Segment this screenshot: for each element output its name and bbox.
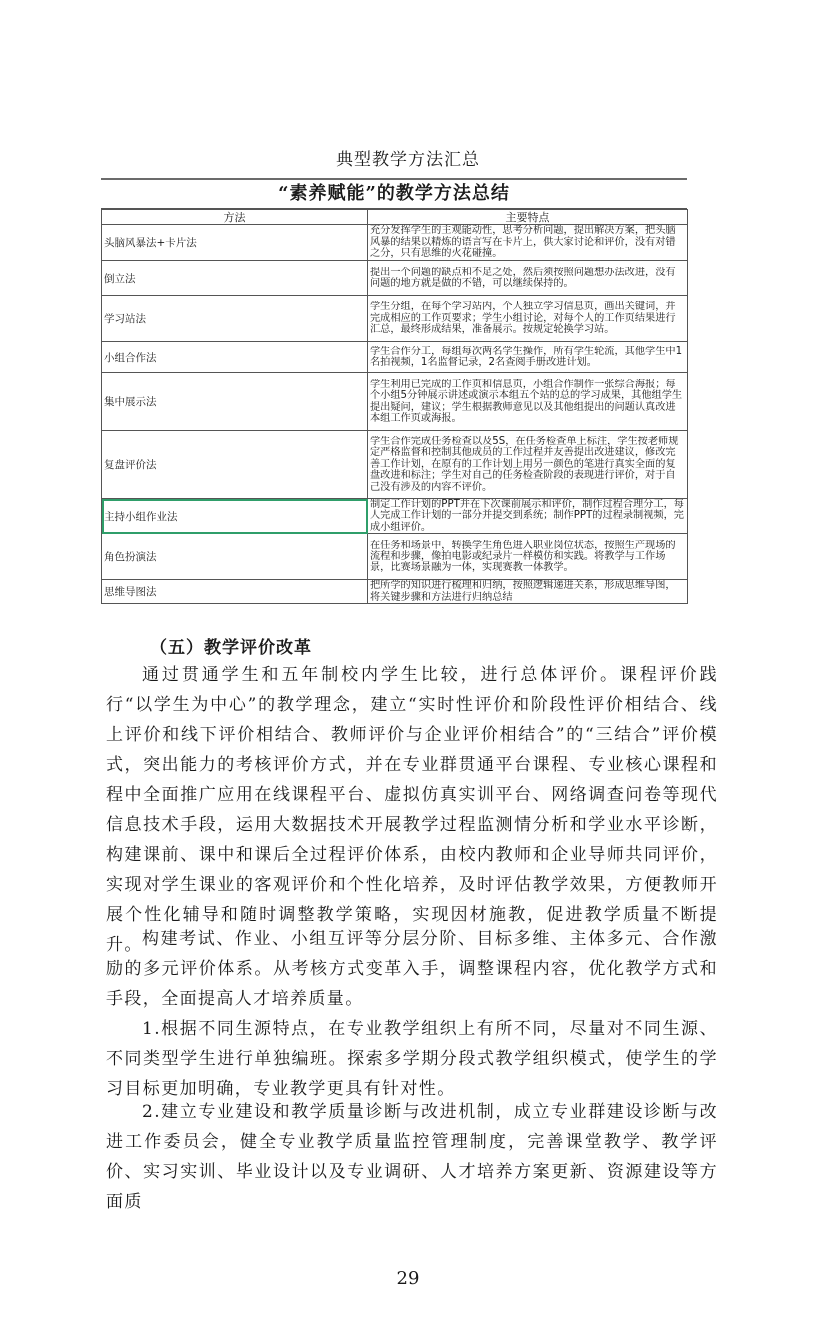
- method-features-text: 在任务和场景中，转换学生角色进入职业岗位状态，按照生产现场的流程和步骤，像拍电影或纪录片一样模仿和实践。将教学与工作场景，比赛场景融为一体，实现赛教一体教学。: [370, 539, 676, 574]
- method-name: 头脑风暴法+卡片法: [102, 225, 368, 261]
- method-features: [368, 225, 688, 261]
- method-name: 集中展示法: [102, 373, 368, 431]
- table-row: [102, 534, 688, 580]
- methods-table: [101, 209, 688, 604]
- method-features: [368, 342, 688, 373]
- table-row: [102, 431, 688, 499]
- method-features: [368, 261, 688, 296]
- method-features: [368, 580, 688, 604]
- column-header-method: 方法: [102, 210, 368, 225]
- methods-table-figure: [101, 178, 687, 603]
- method-name: 倒立法: [102, 261, 368, 296]
- table-row: [102, 580, 688, 604]
- paragraph-item-1: 1.根据不同生源特点，在专业教学组织上有所不同，尽量对不同生源、不同类型学生进行单独编班。探索多学期分段式教学组织模式，使学生的学习目标更加明确，专业教学更具有针对性。: [106, 1019, 718, 1099]
- method-name: 思维导图法: [102, 580, 368, 604]
- method-name[interactable]: 主持小组作业法: [102, 499, 368, 534]
- method-features-text: 充分发挥学生的主观能动性，思考分析问题，提出解决方案，把头脑风暴的结果以精炼的语言写在卡片上，供大家讨论和评价，没有对错之分，只有思维的火花碰撞。: [370, 225, 676, 260]
- table-row: [102, 499, 688, 534]
- method-features-text: 学生合作完成任务检查以及5S，在任务检查单上标注，学生按老师规定严格监督和控制其他成员的工作过程并友善提出改进建议，修改完善工作计划，在原有的工作计划上用另一颜色的笔进行真实全面的复盘改进和标注；学生对自己的任务检查阶段的表现进行评价，对于自己没有涉及的内容不评价。: [370, 435, 679, 493]
- method-name: 复盘评价法: [102, 431, 368, 499]
- table-caption: 典型教学方法汇总: [336, 150, 480, 170]
- method-features: [368, 499, 688, 534]
- method-name: 角色扮演法: [102, 534, 368, 580]
- method-features: [368, 373, 688, 431]
- column-header-features: 主要特点: [368, 210, 688, 225]
- method-features: [368, 431, 688, 499]
- table-row: [102, 261, 688, 296]
- paragraph-evaluation-overview: 通过贯通学生和五年制校内学生比较，进行总体评价。课程评价践行“以学生为中心”的教学理念，建立“实时性评价和阶段性评价相结合、线上评价和线下评价相结合、教师评价与企业评价相结合”的“三结合”评价模式，突出能力的考核评价方式，并在专业群贯通平台课程、专业核心课程和程中全面推广应用在线课程平台、虚拟仿真实训平台、网络调查问卷等现代信息技术手段，运用大数据技术开展教学过程监测情分析和学业水平诊断，构建课前、课中和课后全过程评价体系，由校内教师和企业导师共同评价，实现对学生课业的客观评价和个性化培养，及时评估教学效果，方便教师开展个性化辅导和随时调整教学策略，实现因材施教，促进教学质量不断提升。: [106, 665, 718, 955]
- paragraph-evaluation-system: 构建考试、作业、小组互评等分层分阶、目标多维、主体多元、合作激励的多元评价体系。从考核方式变革入手，调整课程内容，优化教学方式和手段，全面提高人才培养质量。: [106, 929, 718, 1009]
- table-row: [102, 342, 688, 373]
- method-features: [368, 296, 688, 342]
- table-row: [102, 373, 688, 431]
- method-features-text: 把所学的知识进行梳理和归纳，按照逻辑递进关系，形成思维导图，将关键步骤和方法进行归纳总结: [370, 580, 676, 603]
- table-row: [102, 225, 688, 261]
- paragraph-item-2: 2.建立专业建设和教学质量诊断与改进机制，成立专业群建设诊断与改进工作委员会，健全专业教学质量监控管理制度，完善课堂教学、教学评价、实习实训、毕业设计以及专业调研、人才培养方案更新、资源建设等方面质: [106, 1102, 718, 1212]
- method-name: 小组合作法: [102, 342, 368, 373]
- table-title: “素养赋能”的教学方法总结: [101, 180, 687, 209]
- method-features: [368, 534, 688, 580]
- method-features-text: 制定工作计划的PPT并在下次课前展示和评价，制作过程合理分工，每人完成工作计划的一部分并提交到系统；制作PPT的过程录制视频，完成小组评价。: [370, 499, 684, 533]
- method-features-text: 学生分组，在每个学习站内，个人独立学习信息页，画出关键词，并完成相应的工作页要求；学生小组讨论，对每个人的工作页结果进行汇总，最终形成结果，准备展示。按规定轮换学习站。: [370, 301, 676, 336]
- method-features-text: 提出一个问题的缺点和不足之处，然后须按照问题想办法改进，没有问题的地方就是做的不错，可以继续保持的。: [370, 266, 676, 289]
- page-number: 29: [396, 1268, 420, 1289]
- method-features-text: 学生合作分工，每组每次两名学生操作，所有学生轮流，其他学生中1名拍视频，1名监督记录，2名查阅手册改进计划。: [370, 345, 683, 368]
- method-features-text: 学生利用已完成的工作页和信息页，小组合作制作一张综合海报；每个小组5分钟展示讲述或演示本组五个站的总的学习成果，其他组学生提出疑问，建议；学生根据教师意见以及其他组提出的问题认真改进本组工作页或海报。: [370, 378, 683, 424]
- section-heading: （五）教学评价改革: [150, 638, 312, 658]
- table-row: [102, 296, 688, 342]
- table-header-row: [102, 210, 688, 225]
- method-name: 学习站法: [102, 296, 368, 342]
